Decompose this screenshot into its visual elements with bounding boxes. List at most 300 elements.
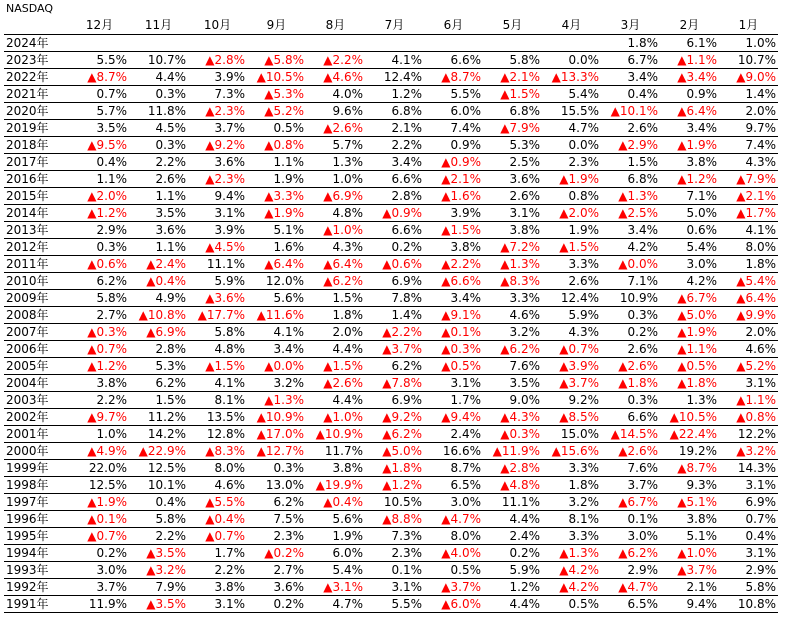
return-cell: ▲0.5% <box>441 359 481 373</box>
return-cell: 6.2% <box>391 359 422 373</box>
return-cell: ▲8.5% <box>559 410 599 424</box>
return-cell: 1.8% <box>568 478 599 492</box>
return-cell: 8.0% <box>214 461 245 475</box>
return-cell: ▲5.2% <box>264 104 304 118</box>
return-cell: 11.8% <box>147 104 186 118</box>
return-cell: ▲1.5% <box>559 240 599 254</box>
return-cell: 10.5% <box>383 495 422 509</box>
return-cell: ▲1.1% <box>677 53 717 67</box>
return-cell: 5.8% <box>214 325 245 339</box>
return-cell: 2.6% <box>568 274 599 288</box>
return-cell: 5.8% <box>509 53 540 67</box>
year-cell: 2006年 <box>6 342 49 356</box>
return-cell: ▲3.4% <box>677 70 717 84</box>
year-cell: 1999年 <box>6 461 49 475</box>
return-cell: 4.3% <box>332 240 363 254</box>
table-row <box>4 375 778 392</box>
return-cell: 6.9% <box>391 274 422 288</box>
return-cell: ▲9.0% <box>736 70 776 84</box>
return-cell: 3.8% <box>96 376 127 390</box>
return-cell: 11.2% <box>147 410 186 424</box>
return-cell: ▲8.7% <box>441 70 481 84</box>
return-cell: ▲6.2% <box>323 274 363 288</box>
table-row <box>4 477 778 494</box>
year-cell: 2008年 <box>6 308 49 322</box>
return-cell: 3.4% <box>627 223 658 237</box>
return-cell: 0.3% <box>155 87 186 101</box>
month-header: 8月 <box>325 18 346 32</box>
return-cell: 3.2% <box>568 495 599 509</box>
return-cell: 14.3% <box>737 461 776 475</box>
table-row <box>4 137 778 154</box>
return-cell: ▲2.8% <box>205 53 245 67</box>
return-cell: ▲0.7% <box>87 342 127 356</box>
year-cell: 2015年 <box>6 189 49 203</box>
header-row <box>4 16 778 35</box>
return-cell: ▲0.4% <box>323 495 363 509</box>
return-cell: 4.6% <box>214 478 245 492</box>
year-cell: 2023年 <box>6 53 49 67</box>
return-cell: ▲0.0% <box>264 359 304 373</box>
return-cell: 0.7% <box>745 512 776 526</box>
return-cell: ▲9.9% <box>736 308 776 322</box>
return-cell: ▲5.0% <box>677 308 717 322</box>
return-cell: ▲8.7% <box>677 461 717 475</box>
return-cell: 3.5% <box>155 206 186 220</box>
table-row <box>4 171 778 188</box>
return-cell: ▲4.7% <box>618 580 658 594</box>
return-cell: 6.8% <box>391 104 422 118</box>
return-cell: 6.7% <box>627 53 658 67</box>
return-cell: 10.8% <box>737 597 776 611</box>
return-cell: ▲0.1% <box>87 512 127 526</box>
table-row <box>4 511 778 528</box>
return-cell: 5.1% <box>686 529 717 543</box>
return-cell: ▲7.8% <box>382 376 422 390</box>
return-cell: 1.8% <box>745 257 776 271</box>
year-cell: 2012年 <box>6 240 49 254</box>
return-cell: ▲0.7% <box>559 342 599 356</box>
table-row <box>4 307 778 324</box>
sheet-title: NASDAQ <box>6 2 54 15</box>
table-row <box>4 239 778 256</box>
return-cell: ▲1.9% <box>677 325 717 339</box>
return-cell: 4.1% <box>391 53 422 67</box>
return-cell: 5.8% <box>745 580 776 594</box>
return-cell: ▲5.5% <box>205 495 245 509</box>
return-cell: 3.1% <box>745 478 776 492</box>
month-header: 2月 <box>679 18 700 32</box>
return-cell: 0.4% <box>745 529 776 543</box>
return-cell <box>424 35 483 52</box>
return-cell: 0.2% <box>627 325 658 339</box>
return-cell: 1.0% <box>745 36 776 50</box>
return-cell: ▲3.5% <box>146 546 186 560</box>
return-cell: 6.6% <box>450 53 481 67</box>
return-cell: ▲1.3% <box>618 189 658 203</box>
return-cell: ▲0.2% <box>264 546 304 560</box>
return-cell: 1.8% <box>627 36 658 50</box>
year-cell: 2011年 <box>6 257 49 271</box>
return-cell: 0.3% <box>627 393 658 407</box>
return-cell: ▲10.8% <box>138 308 186 322</box>
return-cell: 6.6% <box>627 410 658 424</box>
return-cell: 3.0% <box>96 563 127 577</box>
return-cell: ▲1.6% <box>441 189 481 203</box>
return-cell: ▲6.7% <box>677 291 717 305</box>
return-cell: ▲5.0% <box>382 444 422 458</box>
return-cell: ▲9.1% <box>441 308 481 322</box>
return-cell: ▲6.4% <box>677 104 717 118</box>
return-cell: 4.0% <box>332 87 363 101</box>
return-cell: 0.4% <box>627 87 658 101</box>
return-cell <box>70 35 129 52</box>
return-cell: 3.3% <box>568 257 599 271</box>
year-cell: 1998年 <box>6 478 49 492</box>
return-cell: 2.1% <box>686 580 717 594</box>
return-cell: ▲1.5% <box>500 87 540 101</box>
return-cell: ▲6.2% <box>382 427 422 441</box>
return-cell: ▲9.2% <box>382 410 422 424</box>
return-cell: ▲10.9% <box>315 427 363 441</box>
return-cell: ▲1.1% <box>736 393 776 407</box>
year-cell: 2003年 <box>6 393 49 407</box>
return-cell: 3.3% <box>568 529 599 543</box>
table-row <box>4 443 778 460</box>
return-cell: 15.0% <box>560 427 599 441</box>
return-cell: ▲1.8% <box>382 461 422 475</box>
return-cell: ▲2.1% <box>736 189 776 203</box>
return-cell: 6.9% <box>745 495 776 509</box>
return-cell: 12.8% <box>206 427 245 441</box>
return-cell: 11.7% <box>324 444 363 458</box>
return-cell: 3.9% <box>450 206 481 220</box>
return-cell: ▲6.2% <box>500 342 540 356</box>
return-cell: 6.2% <box>96 274 127 288</box>
return-cell: 11.1% <box>206 257 245 271</box>
return-cell: 4.8% <box>214 342 245 356</box>
return-cell: ▲2.3% <box>205 104 245 118</box>
table-body <box>4 35 778 613</box>
return-cell: 5.0% <box>686 206 717 220</box>
return-cell: ▲11.6% <box>256 308 304 322</box>
return-cell: 14.2% <box>147 427 186 441</box>
return-cell: 11.1% <box>501 495 540 509</box>
return-cell: 2.0% <box>745 325 776 339</box>
return-cell: 12.4% <box>560 291 599 305</box>
year-cell: 2004年 <box>6 376 49 390</box>
return-cell: 3.8% <box>686 155 717 169</box>
return-cell: ▲0.4% <box>205 512 245 526</box>
return-cell: ▲1.9% <box>264 206 304 220</box>
return-cell: 10.7% <box>147 53 186 67</box>
return-cell: 3.6% <box>273 580 304 594</box>
table-row <box>4 222 778 239</box>
return-cell: 4.1% <box>273 325 304 339</box>
return-cell: 5.4% <box>332 563 363 577</box>
return-cell: 3.6% <box>155 223 186 237</box>
table-row <box>4 35 778 52</box>
return-cell: ▲9.4% <box>441 410 481 424</box>
return-cell: 0.3% <box>627 308 658 322</box>
table-row <box>4 528 778 545</box>
return-cell: ▲15.6% <box>551 444 599 458</box>
return-cell: 3.2% <box>509 325 540 339</box>
year-cell: 2013年 <box>6 223 49 237</box>
return-cell: 2.3% <box>568 155 599 169</box>
return-cell: 2.2% <box>96 393 127 407</box>
return-cell: 3.5% <box>96 121 127 135</box>
return-cell: 5.4% <box>568 87 599 101</box>
table-row <box>4 392 778 409</box>
return-cell: 3.4% <box>686 121 717 135</box>
return-cell: 4.8% <box>332 206 363 220</box>
return-cell: 7.5% <box>273 512 304 526</box>
return-cell: ▲2.6% <box>323 121 363 135</box>
return-cell: 19.2% <box>678 444 717 458</box>
return-cell: 8.7% <box>450 461 481 475</box>
return-cell: 1.1% <box>96 172 127 186</box>
return-cell: 0.2% <box>96 546 127 560</box>
return-cell: ▲6.4% <box>323 257 363 271</box>
return-cell: ▲6.4% <box>264 257 304 271</box>
return-cell: 0.2% <box>391 240 422 254</box>
return-cell: ▲3.9% <box>559 359 599 373</box>
return-cell: 2.7% <box>96 308 127 322</box>
return-cell: ▲1.2% <box>87 206 127 220</box>
return-cell: 2.4% <box>509 529 540 543</box>
return-cell: ▲6.9% <box>323 189 363 203</box>
return-cell: 2.3% <box>273 529 304 543</box>
table-row <box>4 579 778 596</box>
return-cell: ▲3.7% <box>382 342 422 356</box>
return-cell: ▲1.3% <box>559 546 599 560</box>
return-cell: 2.9% <box>627 563 658 577</box>
year-cell: 2009年 <box>6 291 49 305</box>
return-cell: ▲0.0% <box>618 257 658 271</box>
return-cell: 3.1% <box>214 597 245 611</box>
return-cell: 3.5% <box>509 376 540 390</box>
return-cell: 10.9% <box>619 291 658 305</box>
return-cell: 7.9% <box>155 580 186 594</box>
return-cell: 1.1% <box>273 155 304 169</box>
return-cell: ▲8.8% <box>382 512 422 526</box>
return-cell: 3.8% <box>686 512 717 526</box>
return-cell: 1.7% <box>214 546 245 560</box>
return-cell: ▲10.5% <box>256 70 304 84</box>
month-header: 6月 <box>443 18 464 32</box>
return-cell <box>129 35 188 52</box>
return-cell: ▲5.8% <box>264 53 304 67</box>
return-cell: ▲1.3% <box>264 393 304 407</box>
return-cell: ▲2.1% <box>441 172 481 186</box>
return-cell: 4.2% <box>627 240 658 254</box>
return-cell: ▲1.3% <box>500 257 540 271</box>
return-cell: ▲1.9% <box>559 172 599 186</box>
return-cell: ▲2.2% <box>441 257 481 271</box>
return-cell: ▲6.2% <box>618 546 658 560</box>
return-cell: 5.6% <box>332 512 363 526</box>
return-cell: 1.7% <box>450 393 481 407</box>
year-cell: 2005年 <box>6 359 49 373</box>
year-cell: 2018年 <box>6 138 49 152</box>
return-cell: ▲9.5% <box>87 138 127 152</box>
return-cell: 6.0% <box>332 546 363 560</box>
return-cell: ▲4.6% <box>323 70 363 84</box>
return-cell: 3.6% <box>214 155 245 169</box>
return-cell: ▲5.1% <box>677 495 717 509</box>
return-cell: 6.1% <box>686 36 717 50</box>
return-cell: 9.0% <box>509 393 540 407</box>
return-cell: ▲7.9% <box>500 121 540 135</box>
return-cell: 3.1% <box>745 546 776 560</box>
return-cell: 2.4% <box>450 427 481 441</box>
return-cell: 12.5% <box>88 478 127 492</box>
return-cell: 11.9% <box>88 597 127 611</box>
month-header: 11月 <box>144 18 173 32</box>
year-cell: 1997年 <box>6 495 49 509</box>
month-header: 12月 <box>85 18 114 32</box>
return-cell: ▲3.7% <box>559 376 599 390</box>
table-row <box>4 86 778 103</box>
return-cell: 9.4% <box>686 597 717 611</box>
return-cell: ▲1.2% <box>382 478 422 492</box>
return-cell: ▲0.6% <box>382 257 422 271</box>
return-cell: 4.7% <box>568 121 599 135</box>
return-cell: ▲9.2% <box>205 138 245 152</box>
return-cell: 3.0% <box>686 257 717 271</box>
return-cell: ▲13.3% <box>551 70 599 84</box>
return-cell: 3.3% <box>509 291 540 305</box>
return-cell: ▲8.7% <box>87 70 127 84</box>
return-cell: 7.3% <box>214 87 245 101</box>
table-row <box>4 205 778 222</box>
return-cell: 5.5% <box>96 53 127 67</box>
return-cell: 4.2% <box>686 274 717 288</box>
return-cell: ▲10.9% <box>256 410 304 424</box>
return-cell: 6.6% <box>391 172 422 186</box>
return-cell: 3.8% <box>450 240 481 254</box>
return-cell: 8.1% <box>568 512 599 526</box>
return-cell: 9.6% <box>332 104 363 118</box>
table-row <box>4 52 778 69</box>
return-cell: 2.9% <box>745 563 776 577</box>
return-cell: ▲0.1% <box>441 325 481 339</box>
year-cell: 2021年 <box>6 87 49 101</box>
return-cell: 22.0% <box>88 461 127 475</box>
return-cell: 5.7% <box>332 138 363 152</box>
return-cell: 3.8% <box>214 580 245 594</box>
return-cell: ▲2.6% <box>618 444 658 458</box>
return-cell: 12.5% <box>147 461 186 475</box>
table-row <box>4 596 778 613</box>
return-cell: ▲4.7% <box>441 512 481 526</box>
return-cell: 0.8% <box>568 189 599 203</box>
year-cell: 2000年 <box>6 444 49 458</box>
return-cell: ▲0.5% <box>677 359 717 373</box>
return-cell: ▲0.3% <box>500 427 540 441</box>
return-cell: 1.0% <box>96 427 127 441</box>
return-cell: 3.0% <box>627 529 658 543</box>
return-cell: 3.7% <box>214 121 245 135</box>
return-cell: ▲17.7% <box>197 308 245 322</box>
return-cell: 1.6% <box>273 240 304 254</box>
return-cell: ▲0.7% <box>205 529 245 543</box>
return-cell: 7.1% <box>627 274 658 288</box>
return-cell: ▲2.8% <box>500 461 540 475</box>
return-cell: ▲2.1% <box>500 70 540 84</box>
return-cell: 0.9% <box>686 87 717 101</box>
return-cell: 3.9% <box>214 70 245 84</box>
return-cell: 1.2% <box>391 87 422 101</box>
return-cell: 2.7% <box>273 563 304 577</box>
return-cell: ▲8.3% <box>205 444 245 458</box>
return-cell: 7.3% <box>391 529 422 543</box>
return-cell: 0.7% <box>96 87 127 101</box>
return-cell: 1.5% <box>155 393 186 407</box>
return-cell: ▲0.8% <box>264 138 304 152</box>
table-row <box>4 324 778 341</box>
return-cell: 1.3% <box>332 155 363 169</box>
table-row <box>4 188 778 205</box>
return-cell: 5.9% <box>214 274 245 288</box>
return-cell: ▲2.6% <box>323 376 363 390</box>
return-cell <box>542 35 601 52</box>
return-cell: 5.8% <box>155 512 186 526</box>
return-cell: ▲10.1% <box>610 104 658 118</box>
return-cell: 3.4% <box>450 291 481 305</box>
return-cell: ▲0.6% <box>87 257 127 271</box>
return-cell: 3.4% <box>627 70 658 84</box>
return-cell: 1.8% <box>332 308 363 322</box>
return-cell: 2.2% <box>155 529 186 543</box>
return-cell: 2.2% <box>391 138 422 152</box>
return-cell: ▲0.3% <box>441 342 481 356</box>
return-cell: 5.9% <box>568 308 599 322</box>
return-cell: 3.8% <box>509 223 540 237</box>
return-cell: 7.8% <box>391 291 422 305</box>
return-cell: 12.0% <box>265 274 304 288</box>
year-cell: 1995年 <box>6 529 49 543</box>
return-cell: 1.1% <box>155 189 186 203</box>
return-cell <box>483 35 542 52</box>
return-cell: ▲2.3% <box>205 172 245 186</box>
year-cell: 2016年 <box>6 172 49 186</box>
return-cell: 2.0% <box>745 104 776 118</box>
return-cell: 1.4% <box>391 308 422 322</box>
return-cell: 3.1% <box>509 206 540 220</box>
return-cell: 1.3% <box>686 393 717 407</box>
return-cell: 3.1% <box>745 376 776 390</box>
table-row <box>4 426 778 443</box>
return-cell: 0.2% <box>509 546 540 560</box>
return-cell: ▲11.9% <box>492 444 540 458</box>
return-cell: 2.8% <box>155 342 186 356</box>
return-cell: 7.4% <box>450 121 481 135</box>
return-cell: 13.5% <box>206 410 245 424</box>
return-cell: 5.1% <box>273 223 304 237</box>
return-cell: 2.5% <box>509 155 540 169</box>
return-cell: 10.7% <box>737 53 776 67</box>
return-cell: 5.3% <box>509 138 540 152</box>
return-cell <box>306 35 365 52</box>
return-cell: 5.5% <box>391 597 422 611</box>
return-cell: 3.4% <box>273 342 304 356</box>
return-cell: 6.8% <box>509 104 540 118</box>
return-cell: ▲1.0% <box>677 546 717 560</box>
year-cell: 2010年 <box>6 274 49 288</box>
year-cell: 2017年 <box>6 155 49 169</box>
